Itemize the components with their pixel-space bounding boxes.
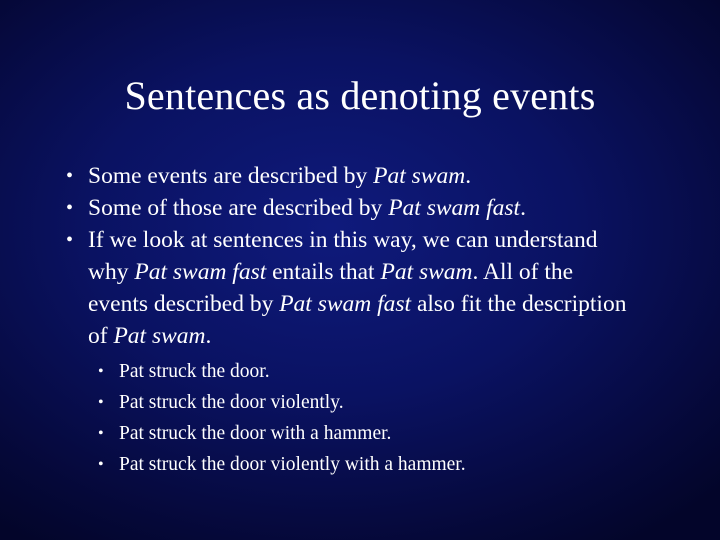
bullet-item [66,224,636,480]
sub-bullet-text: Pat struck the door. [119,361,270,382]
text-run: . [465,163,472,189]
bullet-text [88,163,471,189]
sub-bullet-item [88,356,636,387]
sub-bullet-item [88,418,636,449]
bullet-list [66,160,636,480]
slide-title: Sentences as denoting events [124,73,596,118]
bullet-text [88,195,526,221]
sub-bullet-text: Pat struck the door violently with a hammer. [119,454,466,475]
bullet-dot-icon: • [66,229,74,251]
bullet-item [66,192,636,224]
sub-bullet-list [88,356,636,480]
sub-bullet-dot-icon: • [98,363,104,380]
bullet-dot-icon: • [66,165,74,187]
text-run: entails that [266,259,381,285]
sub-bullet-text: Pat struck the door with a hammer. [119,423,392,444]
text-run: . [205,323,212,349]
bullet-dot-icon: • [66,197,74,219]
text-run: Some events are described by [88,163,374,189]
text-run: . [520,195,526,221]
sub-bullet-dot-icon: • [98,394,104,411]
italic-phrase: Pat swam [113,323,206,349]
italic-phrase: Pat swam [380,259,473,285]
italic-phrase: Pat swam fast [388,195,521,221]
italic-phrase: Pat swam [373,163,466,189]
bullet-text [88,227,626,349]
sub-bullet-text: Pat struck the door violently. [119,392,344,413]
text-run: If we look at sentences in this way, we can understand why [88,227,598,285]
text-run: also fit the description of [88,291,627,349]
sub-bullet-item [88,449,636,480]
sub-bullet-dot-icon: • [98,425,104,442]
sub-bullet-item [88,387,636,418]
text-run: . All of the events described by [88,259,574,317]
text-run: Some of those are described by [88,195,389,221]
sub-bullet-dot-icon: • [98,456,104,473]
italic-phrase: Pat swam fast [279,291,412,317]
bullet-item [66,160,636,192]
italic-phrase: Pat swam fast [134,259,267,285]
